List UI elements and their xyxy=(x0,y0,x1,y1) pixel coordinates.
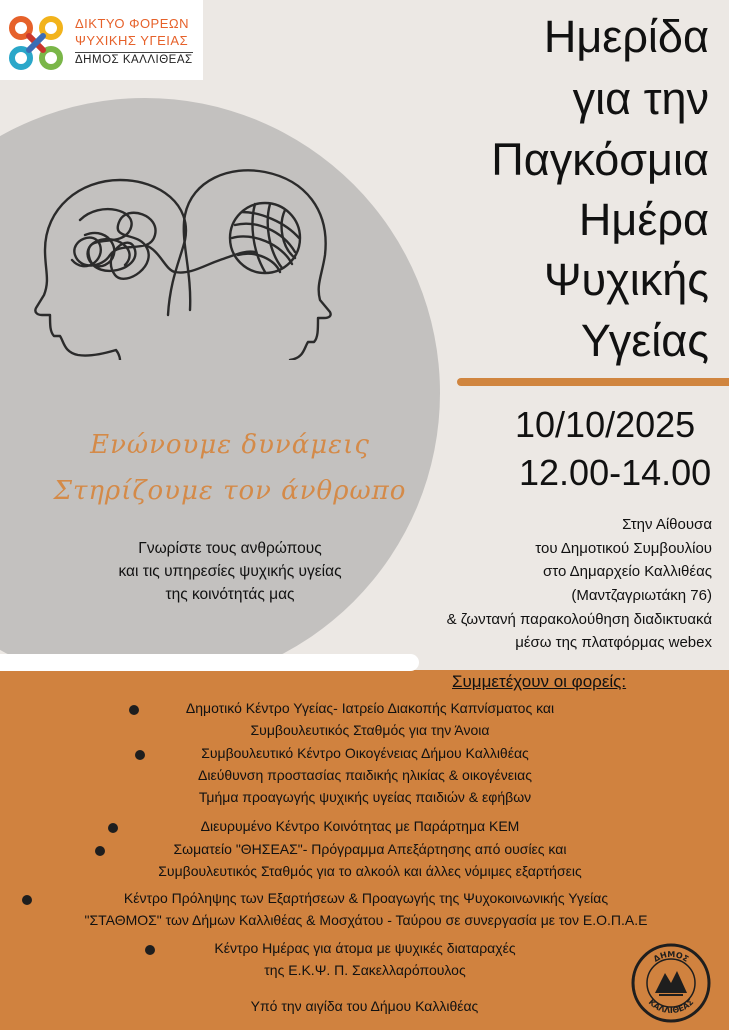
venue-line-6: μέσω της πλατφόρμας webex xyxy=(515,634,712,651)
slogan-line-1: Ενώνουμε δυνάμεις xyxy=(90,430,370,460)
logo-box xyxy=(0,0,203,80)
event-date: 10/10/2025 xyxy=(515,404,696,445)
participant-3-line-1: Διευρυμένο Κέντρο Κοινότητας με Παράρτημα ΚΕΜ xyxy=(200,818,520,834)
participant-1-line-1: Δημοτικό Κέντρο Υγείας- Ιατρείο Διακοπής Καπνίσματος και xyxy=(185,700,555,716)
footer-patronage: Υπό την αιγίδα του Δήμου Καλλιθέας xyxy=(250,998,479,1014)
separator-bar xyxy=(0,654,419,671)
slogan-line-2: Στηρίζουμε τον άνθρωπο xyxy=(53,476,407,506)
intro-line-2: και τις υπηρεσίες ψυχικής υγείας xyxy=(118,563,342,580)
title-line-3: Παγκόσμια xyxy=(491,134,709,185)
participant-6-line-1: Κέντρο Ημέρας για άτομα με ψυχικές διαταραχές xyxy=(214,940,516,956)
participant-1-line-2: Συμβουλευτικός Σταθμός για την Άνοια xyxy=(250,722,490,738)
title-line-2: για την xyxy=(572,73,709,124)
title-line-1: Ημερίδα xyxy=(543,11,709,62)
participants-heading: Συμμετέχουν οι φορείς: xyxy=(452,672,627,691)
logo-line-2: ΨΥΧΙΚΗΣ ΥΓΕΙΑΣ xyxy=(75,33,189,48)
title-underline-bar xyxy=(457,378,729,386)
logo-line-1: ΔΙΚΤΥΟ ΦΟΡΕΩΝ xyxy=(75,16,190,31)
intro-line-1: Γνωρίστε τους ανθρώπους xyxy=(138,540,322,557)
venue-line-3: στο Δημαρχείο Καλλιθέας xyxy=(542,563,712,580)
event-time: 12.00-14.00 xyxy=(519,452,712,493)
seal-top-text: ΔΗΜΟΣ xyxy=(651,949,691,964)
network-logo-icon xyxy=(5,12,67,74)
bullet-icon xyxy=(108,823,118,833)
heads-illustration xyxy=(20,160,360,360)
participant-3 xyxy=(130,815,590,837)
title-line-6: Υγείας xyxy=(580,315,709,366)
bullet-icon xyxy=(95,846,105,856)
participant-2-line-1: Συμβουλευτικό Κέντρο Οικογένειας Δήμου Καλλιθέας xyxy=(201,745,529,761)
venue-line-1: Στην Αίθουσα xyxy=(622,516,712,533)
participant-4-line-1: Σωματείο "ΘΗΣΕΑΣ"- Πρόγραμμα Απεξάρτησης από ουσίες και xyxy=(173,841,567,857)
participant-2-line-3: Τμήμα προαγωγής ψυχικής υγείας παιδιών & εφήβων xyxy=(198,789,532,805)
bullet-icon xyxy=(129,705,139,715)
participant-1 xyxy=(150,697,590,741)
title-line-4: Ημέρα xyxy=(578,194,709,245)
bullet-icon xyxy=(135,750,145,760)
bullet-icon xyxy=(145,945,155,955)
participant-6 xyxy=(165,937,565,981)
participant-5 xyxy=(10,887,722,931)
participant-5-line-2: "ΣΤΑΘΜΟΣ" των Δήμων Καλλιθέας & Μοσχάτου - Ταύρου σε συνεργασία με τον Ε.Ο.Π.Α.Ε xyxy=(84,912,648,928)
venue-line-4: (Μαντζαγριωτάκη 76) xyxy=(571,587,712,604)
participant-4 xyxy=(115,838,625,882)
venue-line-5: & ζωντανή παρακολούθηση διαδικτυακά xyxy=(446,611,712,628)
participant-6-line-2: της Ε.Κ.Ψ. Π. Σακελλαρόπουλος xyxy=(264,962,466,978)
participant-5-line-1: Κέντρο Πρόληψης των Εξαρτήσεων & Προαγωγής της Ψυχοκοινωνικής Υγείας xyxy=(123,890,609,906)
participant-2-line-2: Διεύθυνση προστασίας παιδικής ηλικίας & οικογένειας xyxy=(198,767,532,783)
participant-2 xyxy=(155,742,575,808)
title-line-5: Ψυχικής xyxy=(543,254,709,305)
intro-line-3: της κοινότητάς μας xyxy=(165,586,295,603)
municipality-seal-icon xyxy=(631,943,711,1023)
logo-line-3: ΔΗΜΟΣ ΚΑΛΛΙΘΕΑΣ xyxy=(75,54,193,66)
seal-bottom-text: ΚΑΛΛΙΘΕΑΣ xyxy=(646,997,696,1016)
participant-4-line-2: Συμβουλευτικός Σταθμός για το αλκοόλ και άλλες νόμιμες εξαρτήσεις xyxy=(158,863,582,879)
venue-line-2: του Δημοτικού Συμβουλίου xyxy=(535,540,712,557)
